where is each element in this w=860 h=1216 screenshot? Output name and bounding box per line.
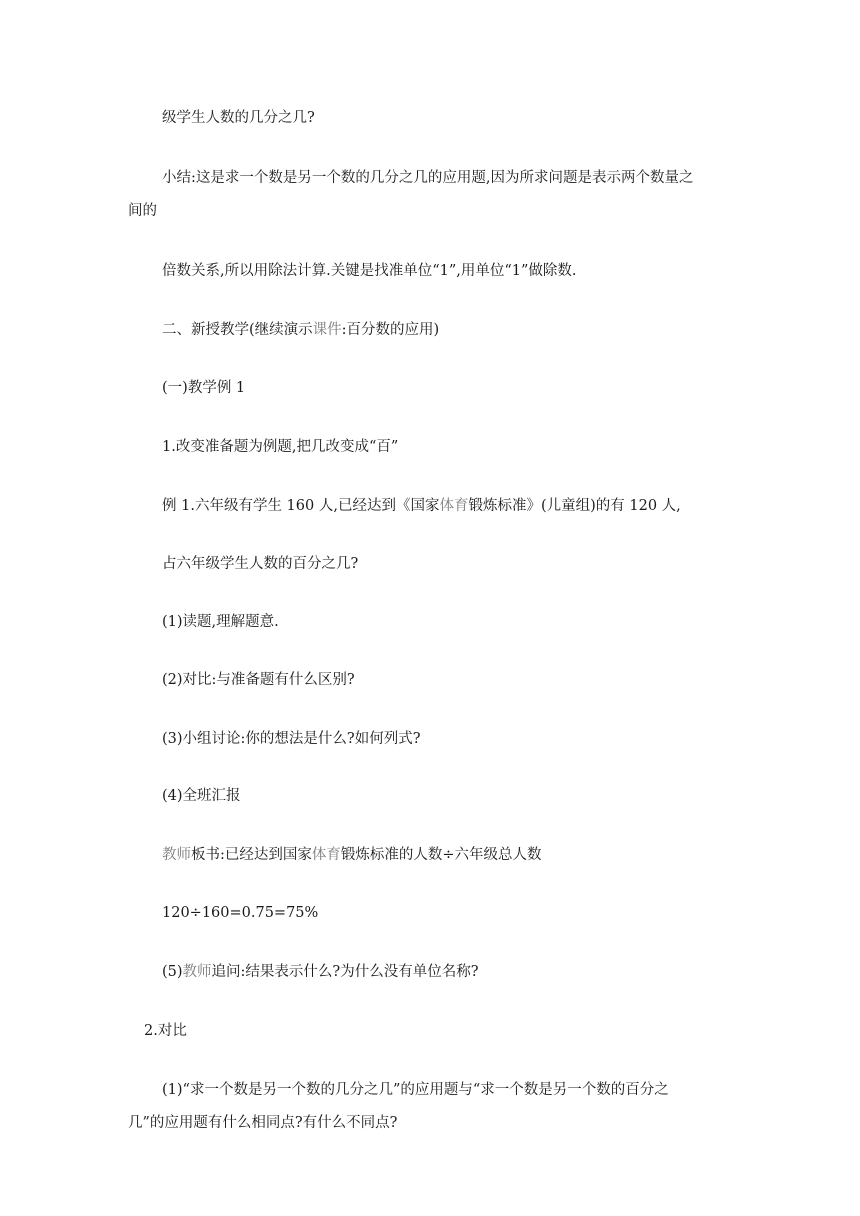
text-line: 几”的应用题有什么相同点?有什么不同点? (128, 1115, 398, 1131)
highlight-term: 教师 (162, 847, 191, 863)
highlight-term: 教师 (182, 964, 212, 980)
text-line: 级学生人数的几分之几? (162, 110, 315, 126)
text-line: 倍数关系,所以用除法计算.关键是找准单位“1”,用单位“1”做除数. (162, 263, 577, 279)
highlight-term: 课件 (312, 322, 342, 338)
text-line: (1)“求一个数是另一个数的几分之几”的应用题与“求一个数是另一个数的百分之 (162, 1082, 669, 1098)
equation-line: 120÷160=0.75=75% (162, 905, 319, 921)
highlight-term: 体育 (439, 498, 469, 514)
text-line: 间的 (128, 203, 157, 219)
text-line: 2.对比 (144, 1023, 187, 1039)
example-line: 例 1.六年级有学生 160 人,已经达到《国家体育锻炼标准》(儿童组)的有 120 人, (162, 498, 681, 514)
text-line: 教师板书:已经达到国家体育锻炼标准的人数÷六年级总人数 (162, 847, 542, 863)
text-line: (5)教师追问:结果表示什么?为什么没有单位名称? (162, 964, 479, 980)
text-line: 1.改变准备题为例题,把几改变成“百” (162, 439, 399, 455)
text-line: 占六年级学生人数的百分之几? (162, 556, 359, 572)
text-line: (2)对比:与准备题有什么区别? (162, 672, 355, 688)
text-line: (1)读题,理解题意. (162, 614, 279, 630)
highlight-term: 体育 (311, 847, 341, 863)
subsection-heading: (一)教学例 1 (162, 380, 246, 396)
text-line: (4)全班汇报 (162, 788, 241, 804)
text-line: 小结:这是求一个数是另一个数的几分之几的应用题,因为所求问题是表示两个数量之 (162, 170, 694, 186)
section-heading: 二、新授教学(继续演示课件:百分数的应用) (162, 322, 440, 338)
text-line: (3)小组讨论:你的想法是什么?如何列式? (162, 731, 421, 747)
